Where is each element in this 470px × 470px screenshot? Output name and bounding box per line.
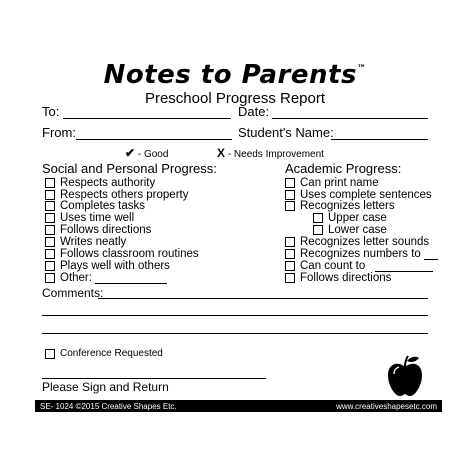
checkbox[interactable] xyxy=(45,273,55,283)
checkbox[interactable] xyxy=(285,273,295,283)
checklist-item[interactable]: Recognizes letters xyxy=(285,200,395,212)
checkbox[interactable] xyxy=(45,213,55,223)
checklist-item[interactable]: Can count to xyxy=(285,260,433,272)
checkbox[interactable] xyxy=(45,249,55,259)
count-to-field[interactable] xyxy=(375,261,433,272)
checklist-item[interactable]: Respects others property xyxy=(45,189,188,201)
legend-needs-improvement: X - Needs Improvement xyxy=(217,146,324,160)
trademark: ™ xyxy=(356,64,367,74)
checkbox[interactable] xyxy=(45,190,55,200)
checklist-item[interactable]: Other: xyxy=(45,272,167,284)
other-field[interactable] xyxy=(95,273,167,284)
checklist-item[interactable]: Can print name xyxy=(285,177,379,189)
checklist-item[interactable]: Lower case xyxy=(313,224,387,236)
footer-bar xyxy=(35,400,442,412)
checkbox[interactable] xyxy=(45,261,55,271)
page-title: Notes to Parents™ xyxy=(103,60,367,90)
from-field[interactable] xyxy=(76,139,232,140)
checklist-item[interactable]: Uses complete sentences xyxy=(285,189,432,201)
apple-icon xyxy=(385,354,425,398)
checkbox[interactable] xyxy=(285,237,295,247)
checkbox[interactable] xyxy=(313,225,323,235)
to-field[interactable] xyxy=(63,118,231,119)
signature-line[interactable] xyxy=(42,378,266,379)
checklist-item[interactable]: Follows directions xyxy=(285,272,391,284)
comments-line[interactable] xyxy=(42,315,428,316)
checklist-item[interactable]: Plays well with others xyxy=(45,260,170,272)
checkbox[interactable] xyxy=(313,213,323,223)
date-field[interactable] xyxy=(272,118,428,119)
checklist-item[interactable]: Completes tasks xyxy=(45,200,145,212)
footer-website: www.creativeshapesetc.com xyxy=(336,401,437,411)
checklist-item[interactable]: Recognizes letter sounds xyxy=(285,236,429,248)
checklist-item[interactable]: Respects authority xyxy=(45,177,155,189)
x-mark-icon: X xyxy=(217,146,226,160)
student-name-label: Student's Name: xyxy=(238,125,334,140)
checklist-item[interactable]: Recognizes numbers to xyxy=(285,248,438,260)
checklist-item[interactable]: Follows classroom routines xyxy=(45,248,199,260)
academic-progress-heading: Academic Progress: xyxy=(285,161,402,176)
from-label: From: xyxy=(42,125,76,140)
signature-label: Please Sign and Return xyxy=(42,380,169,394)
checkbox[interactable] xyxy=(45,201,55,211)
checklist-item[interactable]: Writes neatly xyxy=(45,236,126,248)
to-label: To: xyxy=(42,104,60,119)
checkbox[interactable] xyxy=(285,178,295,188)
checklist-item[interactable]: Uses time well xyxy=(45,212,134,224)
checklist-item[interactable]: Follows directions xyxy=(45,224,151,236)
page-subtitle: Preschool Progress Report xyxy=(144,90,326,107)
checklist-item[interactable]: Upper case xyxy=(313,212,387,224)
checkbox[interactable] xyxy=(45,237,55,247)
checkbox[interactable] xyxy=(285,261,295,271)
checkbox[interactable] xyxy=(285,249,295,259)
conference-requested[interactable]: Conference Requested xyxy=(45,348,163,359)
legend-good: ✔ - Good xyxy=(125,146,169,160)
footer-copyright: SE- 1024 ©2015 Creative Shapes Etc. xyxy=(40,401,177,411)
checkbox[interactable] xyxy=(285,201,295,211)
social-progress-heading: Social and Personal Progress: xyxy=(42,161,217,176)
comments-label: Comments: xyxy=(42,286,104,300)
checkbox[interactable] xyxy=(285,190,295,200)
comments-line[interactable] xyxy=(98,298,428,299)
checkbox[interactable] xyxy=(45,349,55,359)
numbers-to-field[interactable] xyxy=(424,249,438,260)
checkbox[interactable] xyxy=(45,178,55,188)
check-icon: ✔ xyxy=(125,146,136,160)
student-name-field[interactable] xyxy=(331,139,428,140)
comments-line[interactable] xyxy=(42,333,428,334)
checkbox[interactable] xyxy=(45,225,55,235)
date-label: Date: xyxy=(238,104,270,119)
